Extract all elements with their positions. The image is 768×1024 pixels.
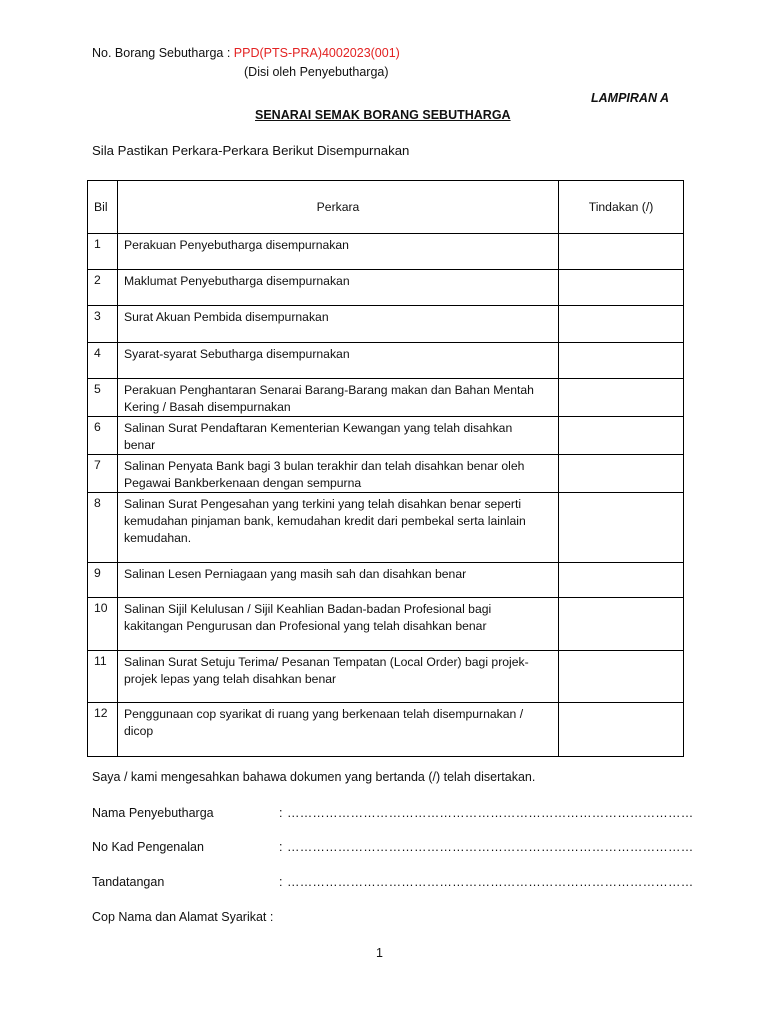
row-perkara	[118, 379, 559, 417]
tindakan-checkbox-cell[interactable]	[559, 651, 684, 703]
lampiran-label: LAMPIRAN A	[591, 91, 670, 105]
tindakan-checkbox-cell[interactable]	[559, 703, 684, 757]
checklist-table	[87, 180, 684, 757]
perkara-line: Salinan Lesen Perniagaan yang masih sah dan disahkan benar	[124, 567, 467, 581]
row-bil: 8	[88, 493, 118, 563]
row-bil: 1	[88, 234, 118, 270]
tindakan-checkbox-cell[interactable]	[559, 306, 684, 343]
row-perkara	[118, 703, 559, 757]
ic-field[interactable]: ……………………………………………………………………………………	[287, 840, 694, 854]
column-header-tindakan: Tindakan (/)	[559, 181, 684, 234]
column-header-perkara: Perkara	[118, 181, 559, 234]
nama-colon: :	[279, 806, 283, 820]
borang-number: PPD(PTS-PRA)4002023(001)	[233, 46, 400, 60]
nama-field[interactable]: ……………………………………………………………………………………	[287, 806, 694, 820]
declaration-text: Saya / kami mengesahkan bahawa dokumen yang bertanda (/) telah disertakan.	[92, 770, 536, 784]
table-row	[88, 563, 684, 598]
perkara-line: Perakuan Penyebutharga disempurnakan	[124, 238, 349, 252]
row-bil: 10	[88, 598, 118, 651]
table-row	[88, 270, 684, 306]
tandatangan-colon: :	[279, 875, 283, 889]
row-bil: 12	[88, 703, 118, 757]
perkara-line: Salinan Penyata Bank bagi 3 bulan terakhir dan telah disahkan benar oleh	[124, 459, 525, 473]
tindakan-checkbox-cell[interactable]	[559, 379, 684, 417]
instruction-text: Sila Pastikan Perkara-Perkara Berikut Disempurnakan	[92, 143, 410, 158]
disi-note: (Disi oleh Penyebutharga)	[244, 65, 389, 79]
row-bil: 7	[88, 455, 118, 493]
table-row	[88, 417, 684, 455]
table-row	[88, 703, 684, 757]
row-perkara	[118, 306, 559, 343]
table-row	[88, 651, 684, 703]
perkara-line: Kering / Basah disempurnakan	[124, 400, 291, 414]
perkara-line: kakitangan Pengurusan dan Profesional yang telah disahkan benar	[124, 619, 487, 633]
row-bil: 6	[88, 417, 118, 455]
checklist-body	[88, 234, 684, 757]
row-perkara	[118, 417, 559, 455]
table-header-row	[88, 181, 684, 234]
cop-label: Cop Nama dan Alamat Syarikat :	[92, 910, 274, 924]
table-row	[88, 234, 684, 270]
tindakan-checkbox-cell[interactable]	[559, 270, 684, 306]
perkara-line: Salinan Surat Setuju Terima/ Pesanan Tempatan (Local Order) bagi projek-	[124, 655, 529, 669]
row-bil: 5	[88, 379, 118, 417]
perkara-line: Maklumat Penyebutharga disempurnakan	[124, 274, 350, 288]
table-row	[88, 493, 684, 563]
row-bil: 2	[88, 270, 118, 306]
tindakan-checkbox-cell[interactable]	[559, 343, 684, 379]
tandatangan-label: Tandatangan	[92, 875, 165, 889]
perkara-line: Pegawai Bankberkenaan dengan sempurna	[124, 476, 362, 490]
perkara-line: kemudahan pinjaman bank, kemudahan kredit dari pembekal serta lainlain	[124, 514, 526, 528]
nama-label: Nama Penyebutharga	[92, 806, 214, 820]
row-perkara	[118, 651, 559, 703]
perkara-line: Salinan Sijil Kelulusan / Sijil Keahlian Badan-badan Profesional bagi	[124, 602, 492, 616]
tandatangan-field[interactable]: ……………………………………………………………………………………	[287, 875, 694, 889]
ic-colon: :	[279, 840, 283, 854]
row-perkara	[118, 455, 559, 493]
perkara-line: Surat Akuan Pembida disempurnakan	[124, 310, 329, 324]
perkara-line: dicop	[124, 724, 154, 738]
row-bil: 11	[88, 651, 118, 703]
perkara-line: benar	[124, 438, 156, 452]
row-perkara	[118, 343, 559, 379]
table-row	[88, 306, 684, 343]
row-perkara	[118, 598, 559, 651]
table-row	[88, 455, 684, 493]
table-row	[88, 343, 684, 379]
column-header-bil: Bil	[88, 181, 118, 234]
row-perkara	[118, 493, 559, 563]
tindakan-checkbox-cell[interactable]	[559, 234, 684, 270]
row-bil: 4	[88, 343, 118, 379]
row-perkara	[118, 563, 559, 598]
row-bil: 3	[88, 306, 118, 343]
tindakan-checkbox-cell[interactable]	[559, 417, 684, 455]
perkara-line: projek lepas yang telah disahkan benar	[124, 672, 337, 686]
table-row	[88, 598, 684, 651]
perkara-line: Salinan Surat Pengesahan yang terkini yang telah disahkan benar seperti	[124, 497, 522, 511]
row-bil: 9	[88, 563, 118, 598]
table-row	[88, 379, 684, 417]
borang-number-line	[92, 46, 400, 60]
perkara-line: Syarat-syarat Sebutharga disempurnakan	[124, 347, 350, 361]
tindakan-checkbox-cell[interactable]	[559, 493, 684, 563]
ic-label: No Kad Pengenalan	[92, 840, 204, 854]
page-number: 1	[376, 946, 383, 960]
row-perkara	[118, 234, 559, 270]
tindakan-checkbox-cell[interactable]	[559, 563, 684, 598]
tindakan-checkbox-cell[interactable]	[559, 598, 684, 651]
row-perkara	[118, 270, 559, 306]
borang-label: No. Borang Sebutharga :	[92, 46, 231, 60]
perkara-line: Perakuan Penghantaran Senarai Barang-Barang makan dan Bahan Mentah	[124, 383, 534, 397]
tindakan-checkbox-cell[interactable]	[559, 455, 684, 493]
document-title: SENARAI SEMAK BORANG SEBUTHARGA	[255, 108, 511, 122]
perkara-line: Salinan Surat Pendaftaran Kementerian Kewangan yang telah disahkan	[124, 421, 513, 435]
perkara-line: Penggunaan cop syarikat di ruang yang berkenaan telah disempurnakan /	[124, 707, 524, 721]
perkara-line: kemudahan.	[124, 531, 192, 545]
